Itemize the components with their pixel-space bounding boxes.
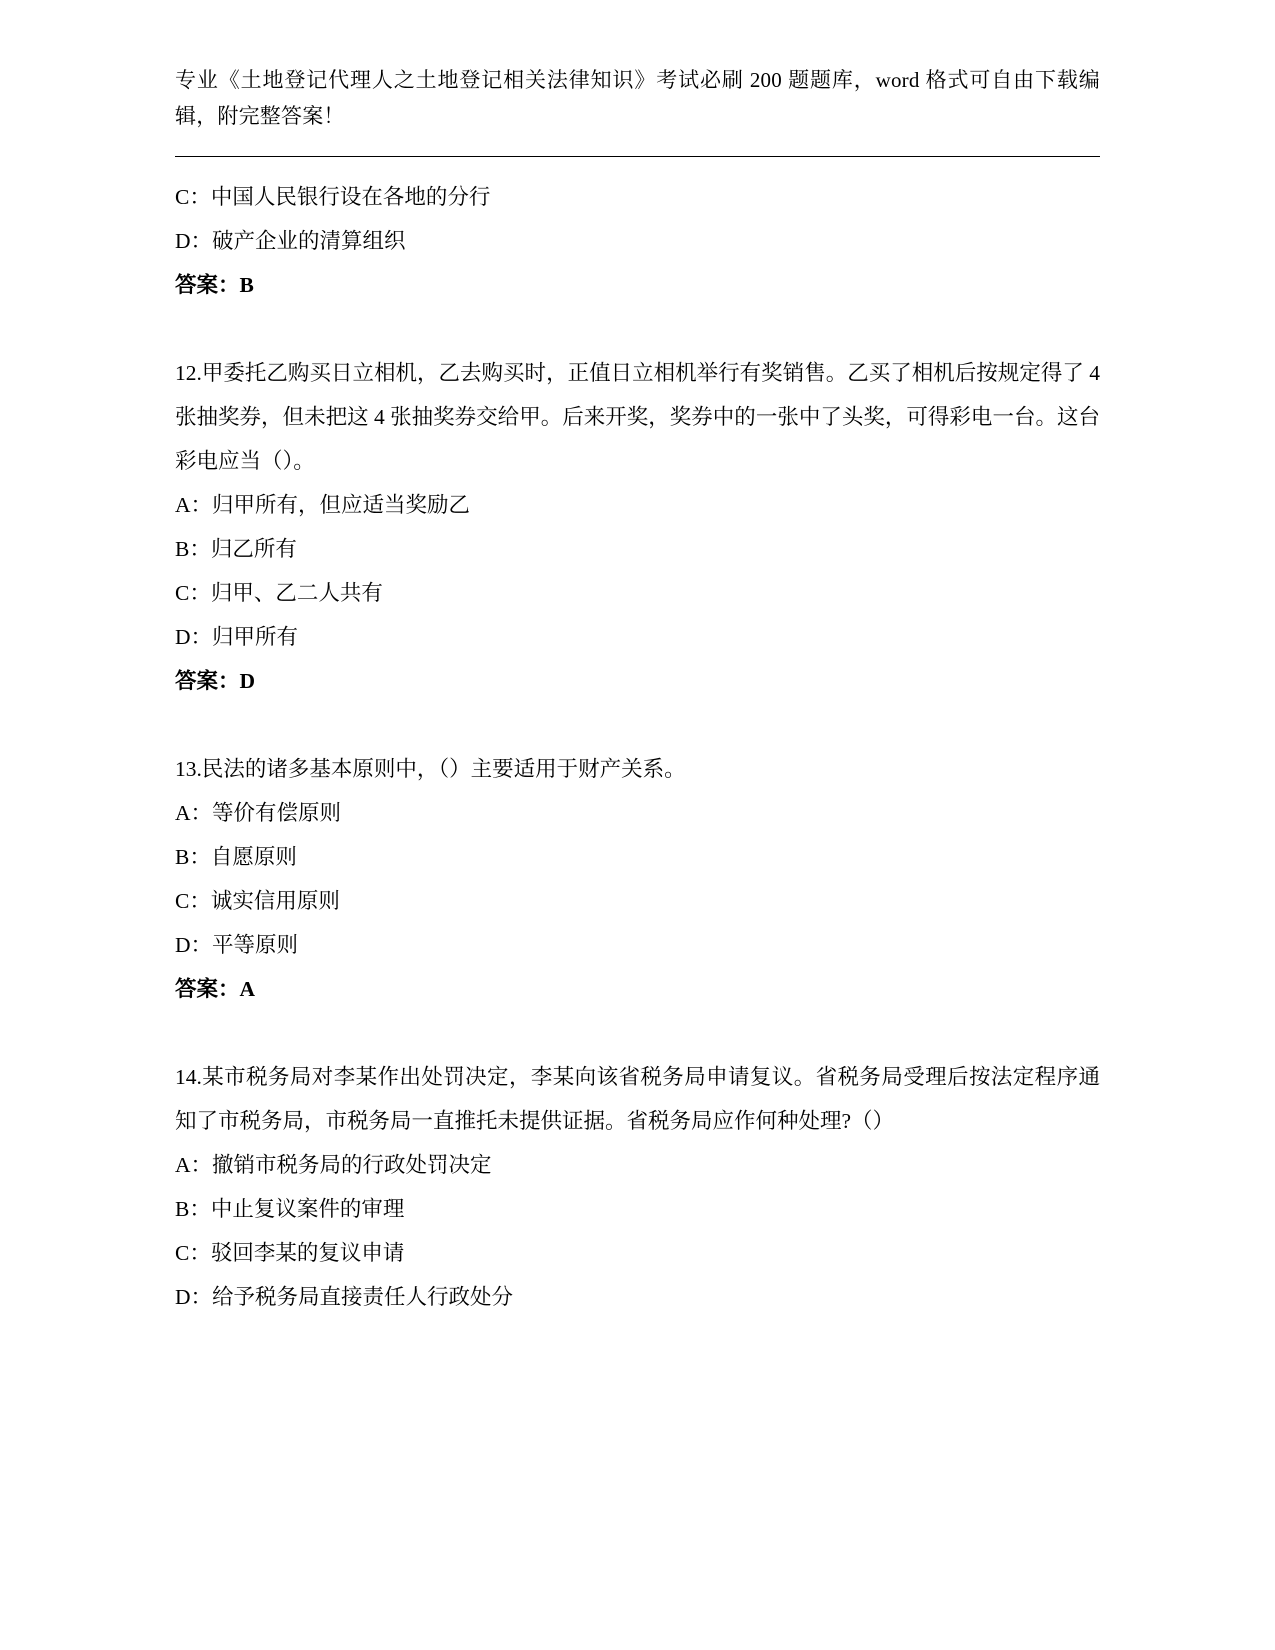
option-d: D：归甲所有 <box>175 625 299 649</box>
option-a: A：撤销市税务局的行政处罚决定 <box>175 1153 492 1177</box>
option-b: B：中止复议案件的审理 <box>175 1197 405 1221</box>
block-spacer <box>175 1045 1100 1055</box>
question-text: 某市税务局对李某作出处罚决定，李某向该省税务局申请复议。省税务局受理后按法定程序通知了市税务局，市税务局一直推托未提供证据。省税务局应作何种处理?（） <box>175 1065 1100 1133</box>
block-spacer <box>175 737 1100 747</box>
document-header: 专业《土地登记代理人之土地登记相关法律知识》考试必刷 200 题题库，word 格式可自由下载编辑，附完整答案！ <box>175 68 1100 128</box>
continued-question-block <box>175 175 1100 307</box>
option-d: D：平等原则 <box>175 933 299 957</box>
option-c: C：中国人民银行设在各地的分行 <box>175 185 491 209</box>
question-stem <box>175 351 1100 483</box>
question-block-14 <box>175 1055 1100 1319</box>
option-a: A：等价有偿原则 <box>175 801 342 825</box>
answer-line: 答案：A <box>175 977 256 1001</box>
question-stem <box>175 1055 1100 1143</box>
option-c: C：归甲、乙二人共有 <box>175 581 383 605</box>
question-stem <box>175 747 1100 791</box>
block-spacer <box>175 341 1100 351</box>
option-c: C：诚实信用原则 <box>175 889 340 913</box>
question-number: 13. <box>175 757 202 781</box>
answer-line: 答案：B <box>175 273 254 297</box>
option-a: A：归甲所有，但应适当奖励乙 <box>175 493 471 517</box>
answer-line: 答案：D <box>175 669 256 693</box>
option-c: C：驳回李某的复议申请 <box>175 1241 405 1265</box>
option-d: D：破产企业的清算组织 <box>175 229 406 253</box>
question-block-13 <box>175 747 1100 1011</box>
option-b: B：自愿原则 <box>175 845 297 869</box>
question-number: 14. <box>175 1065 202 1089</box>
option-b: B：归乙所有 <box>175 537 297 561</box>
option-d: D：给予税务局直接责任人行政处分 <box>175 1285 514 1309</box>
header-divider <box>175 156 1100 157</box>
question-block-12 <box>175 351 1100 703</box>
question-number: 12. <box>175 361 202 385</box>
question-text: 甲委托乙购买日立相机，乙去购买时，正值日立相机举行有奖销售。乙买了相机后按规定得了 4 张抽奖券，但未把这 4 张抽奖券交给甲。后来开奖，奖券中的一张中了头奖，可得彩电一台。这台彩电应当（）。 <box>175 361 1100 473</box>
question-text: 民法的诸多基本原则中，（）主要适用于财产关系。 <box>201 757 686 781</box>
